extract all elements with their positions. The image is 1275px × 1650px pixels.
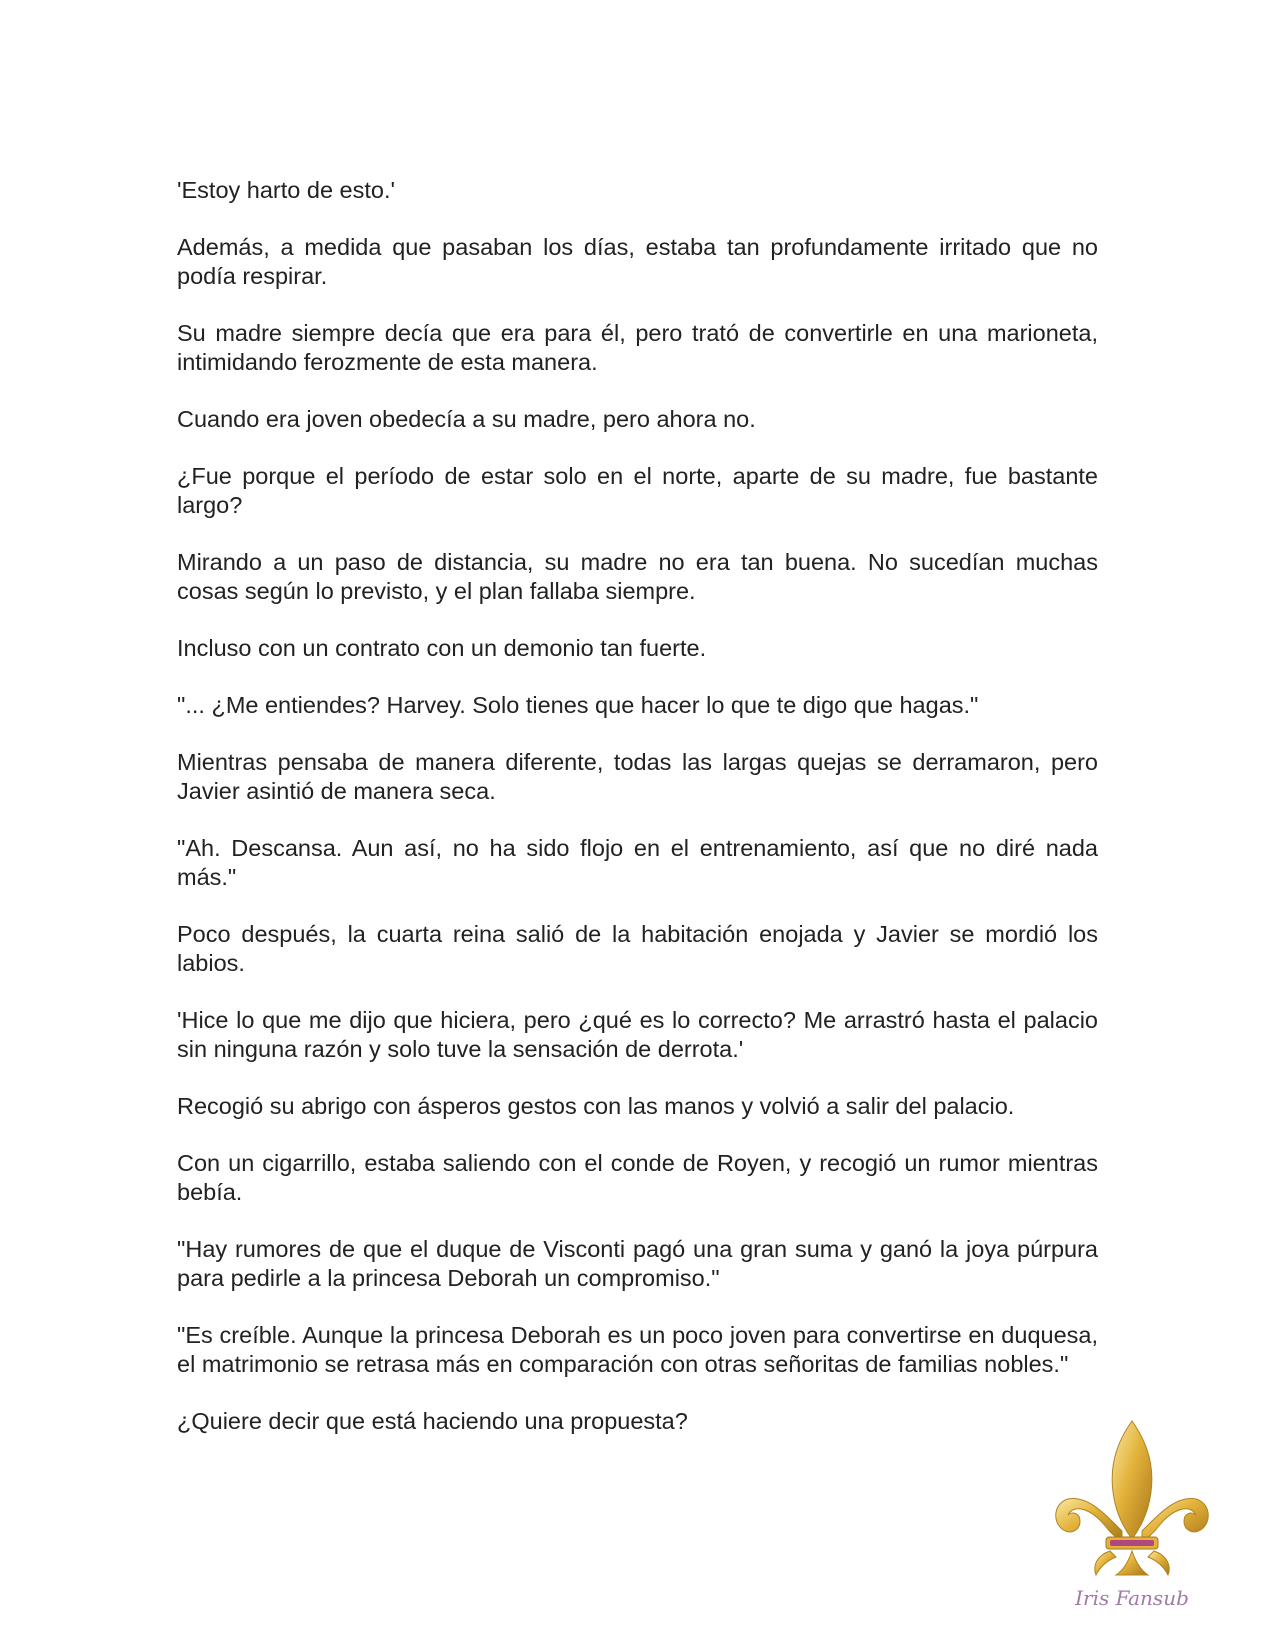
paragraph: 'Hice lo que me dijo que hiciera, pero ¿qué es lo correcto? Me arrastró hasta el palacio sin ninguna razón y solo tuve la sensación de derrota.' [177, 1007, 1098, 1062]
paragraph: "Ah. Descansa. Aun así, no ha sido flojo en el entrenamiento, así que no diré nada más." [177, 835, 1098, 890]
paragraph: Recogió su abrigo con ásperos gestos con las manos y volvió a salir del palacio. [177, 1093, 1015, 1119]
paragraph: Con un cigarrillo, estaba saliendo con el conde de Royen, y recogió un rumor mientras bebía. [177, 1150, 1098, 1205]
fleur-de-lis-icon [1052, 1415, 1212, 1615]
paragraph: Además, a medida que pasaban los días, estaba tan profundamente irritado que no podía respirar. [177, 234, 1098, 289]
paragraph: 'Estoy harto de esto.' [177, 177, 395, 203]
document-body [177, 176, 1098, 1464]
paragraph: "... ¿Me entiendes? Harvey. Solo tienes que hacer lo que te digo que hagas." [177, 692, 979, 718]
watermark-logo [1052, 1415, 1212, 1615]
paragraph: ¿Fue porque el período de estar solo en el norte, aparte de su madre, fue bastante largo? [177, 463, 1098, 518]
watermark-text: Iris Fansub [1075, 1586, 1189, 1610]
paragraph: ¿Quiere decir que está haciendo una propuesta? [177, 1408, 688, 1434]
paragraph: Su madre siempre decía que era para él, pero trató de convertirle en una marioneta, intimidando ferozmente de esta manera. [177, 320, 1098, 375]
paragraph: Poco después, la cuarta reina salió de la habitación enojada y Javier se mordió los labios. [177, 921, 1098, 976]
paragraph: Mirando a un paso de distancia, su madre no era tan buena. No sucedían muchas cosas según lo previsto, y el plan fallaba siempre. [177, 549, 1098, 604]
paragraph: Cuando era joven obedecía a su madre, pero ahora no. [177, 406, 756, 432]
paragraph: Mientras pensaba de manera diferente, todas las largas quejas se derramaron, pero Javier asintió de manera seca. [177, 749, 1098, 804]
paragraph: Incluso con un contrato con un demonio tan fuerte. [177, 635, 707, 661]
paragraph: "Hay rumores de que el duque de Visconti pagó una gran suma y ganó la joya púrpura para pedirle a la princesa Deborah un compromiso." [177, 1236, 1098, 1291]
paragraph: "Es creíble. Aunque la princesa Deborah es un poco joven para convertirse en duquesa, el matrimonio se retrasa más en comparación con otras señoritas de familias nobles." [177, 1322, 1098, 1377]
